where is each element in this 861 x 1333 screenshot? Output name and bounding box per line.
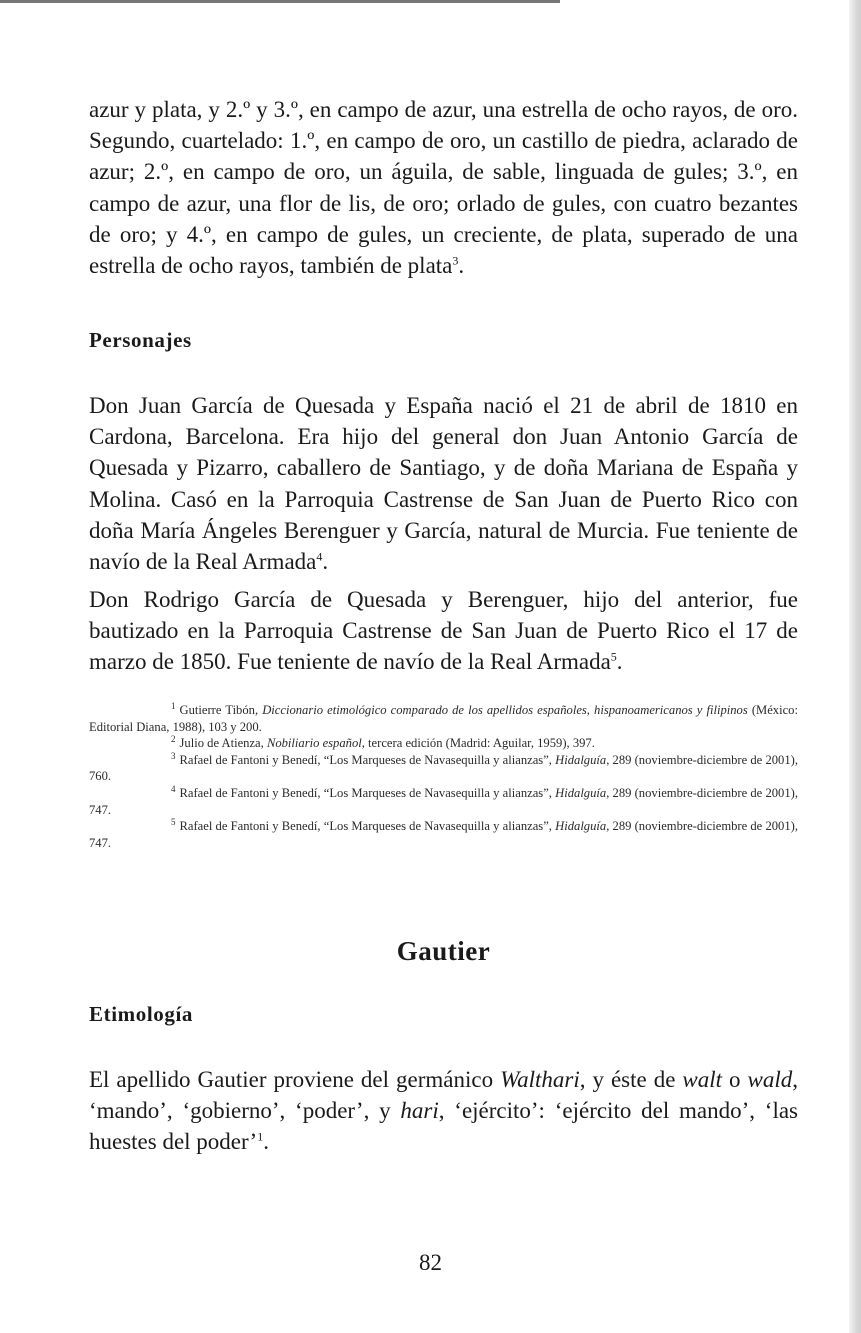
continuation-text: azur y plata, y 2.º y 3.º, en campo de azur, una estrella de ocho rayos, de oro. Segundo, cuartelado: 1.º, en campo de oro, un castillo de piedra, aclarado de azur; 2.º, en campo de oro, un águila, de sable, linguada de gules; 3.º, en campo de azur, una flor de lis, de oro; orlado de gules, con cuatro bezantes de oro; y 4.º, en campo de gules, un creciente, de plata, superado de una estrella de ocho rayos, también de plata (89, 97, 798, 279)
footnote-number: 5 (171, 816, 176, 827)
page-edge-shadow (849, 0, 861, 1333)
text-run: , ‘mando’, ‘gobierno’, ‘poder’, y (89, 1067, 799, 1124)
footnote-text: Rafael de Fantoni y Benedí, “Los Marqueses de Navasequilla y alianzas”, (179, 752, 556, 767)
footnote-text: , 289 (noviembre-diciembre de 2001), 747. (89, 785, 798, 817)
italic-term: walt (682, 1067, 723, 1092)
italic-term: hari (400, 1098, 439, 1124)
footnote-number: 4 (171, 783, 176, 794)
footnote-text: (México: Editorial Diana, 1988), 103 y 200. (89, 703, 798, 734)
paragraph-text (89, 1067, 798, 1154)
paragraph-text: Don Rodrigo García de Quesada y Berenguer, hijo del anterior, fue bautizado en la Parroquia Castrense de San Juan de Puerto Rico el 17 de marzo de 1850. Fue teniente de navío de la Real Armada (89, 587, 798, 675)
paragraph-end: . (263, 1129, 269, 1155)
footnote-ref: 1 (257, 1129, 264, 1144)
footnote-text: , 289 (noviembre-diciembre de 2001), 747. (89, 819, 798, 850)
text-run: o (722, 1067, 748, 1092)
footnote-text: , 289 (noviembre-diciembre de 2001), 760. (89, 752, 798, 784)
text-run: , y éste de (579, 1067, 683, 1092)
footnote-number: 3 (171, 750, 176, 761)
text-run: El apellido Gautier proviene del germánico (89, 1067, 501, 1092)
footnote-title: Hidalguía (555, 785, 607, 800)
footnote-text: Julio de Atienza, (179, 736, 267, 751)
footnote-text: , tercera edición (Madrid: Aguilar, 1959), 397. (361, 736, 595, 751)
footnote-text: Rafael de Fantoni y Benedí, “Los Marqueses de Navasequilla y alianzas”, (179, 785, 556, 800)
top-rule (0, 0, 560, 3)
footnote-text: Rafael de Fantoni y Benedí, “Los Marqueses de Navasequilla y alianzas”, (179, 819, 556, 834)
footnote-number: 1 (171, 700, 176, 711)
italic-term: wald (747, 1067, 793, 1092)
footnote-number: 2 (171, 734, 176, 744)
footnote-3 (89, 752, 798, 785)
paragraph-text: Don Juan García de Quesada y España nació el 21 de abril de 1810 en Cardona, Barcelona. Era hijo del general don Juan Antonio García de Quesada y Pizarro, caballero de Santiago, y de doña Mariana de España y Molina. Casó en la Parroquia Castrense de San Juan de Puerto Rico con doña María Ángeles Berenguer y García, natural de Murcia. Fue teniente de navío de la Real Armada (89, 393, 798, 575)
footnote-ref: 4 (316, 549, 323, 564)
footnote-5 (89, 818, 798, 851)
italic-term: Walthari (500, 1067, 580, 1092)
footnote-text: Gutierre Tibón, (179, 703, 263, 717)
footnote-ref: 5 (610, 649, 617, 664)
paragraph-end: . (458, 253, 465, 279)
text-run: , ‘ejército’: ‘ejército del mando’, ‘las huestes del poder’ (89, 1098, 798, 1155)
footnote-ref: 3 (452, 253, 459, 268)
footnote-2 (89, 735, 798, 752)
heading-etimologia: Etimología (89, 1002, 193, 1026)
footnote-title: Hidalguía (555, 819, 607, 834)
heading-personajes: Personajes (89, 328, 192, 352)
footnote-1 (89, 702, 798, 735)
paragraph-end: . (616, 649, 623, 675)
footnotes (89, 702, 798, 851)
personajes-paragraph-2 (89, 584, 798, 678)
footnote-title: Diccionario etimológico comparado de los apellidos españoles, hispanoamericanos y filipinos (262, 703, 748, 717)
footnote-4 (89, 785, 798, 818)
continuation-paragraph (89, 94, 798, 281)
footnote-title: Nobiliario español (266, 736, 362, 751)
personajes-paragraph-1 (89, 390, 798, 577)
page-number: 82 (419, 1250, 442, 1275)
etimologia-paragraph (89, 1064, 798, 1158)
chapter-title: Gautier (396, 936, 491, 966)
paragraph-end: . (322, 549, 329, 575)
footnote-title: Hidalguía (555, 752, 607, 767)
